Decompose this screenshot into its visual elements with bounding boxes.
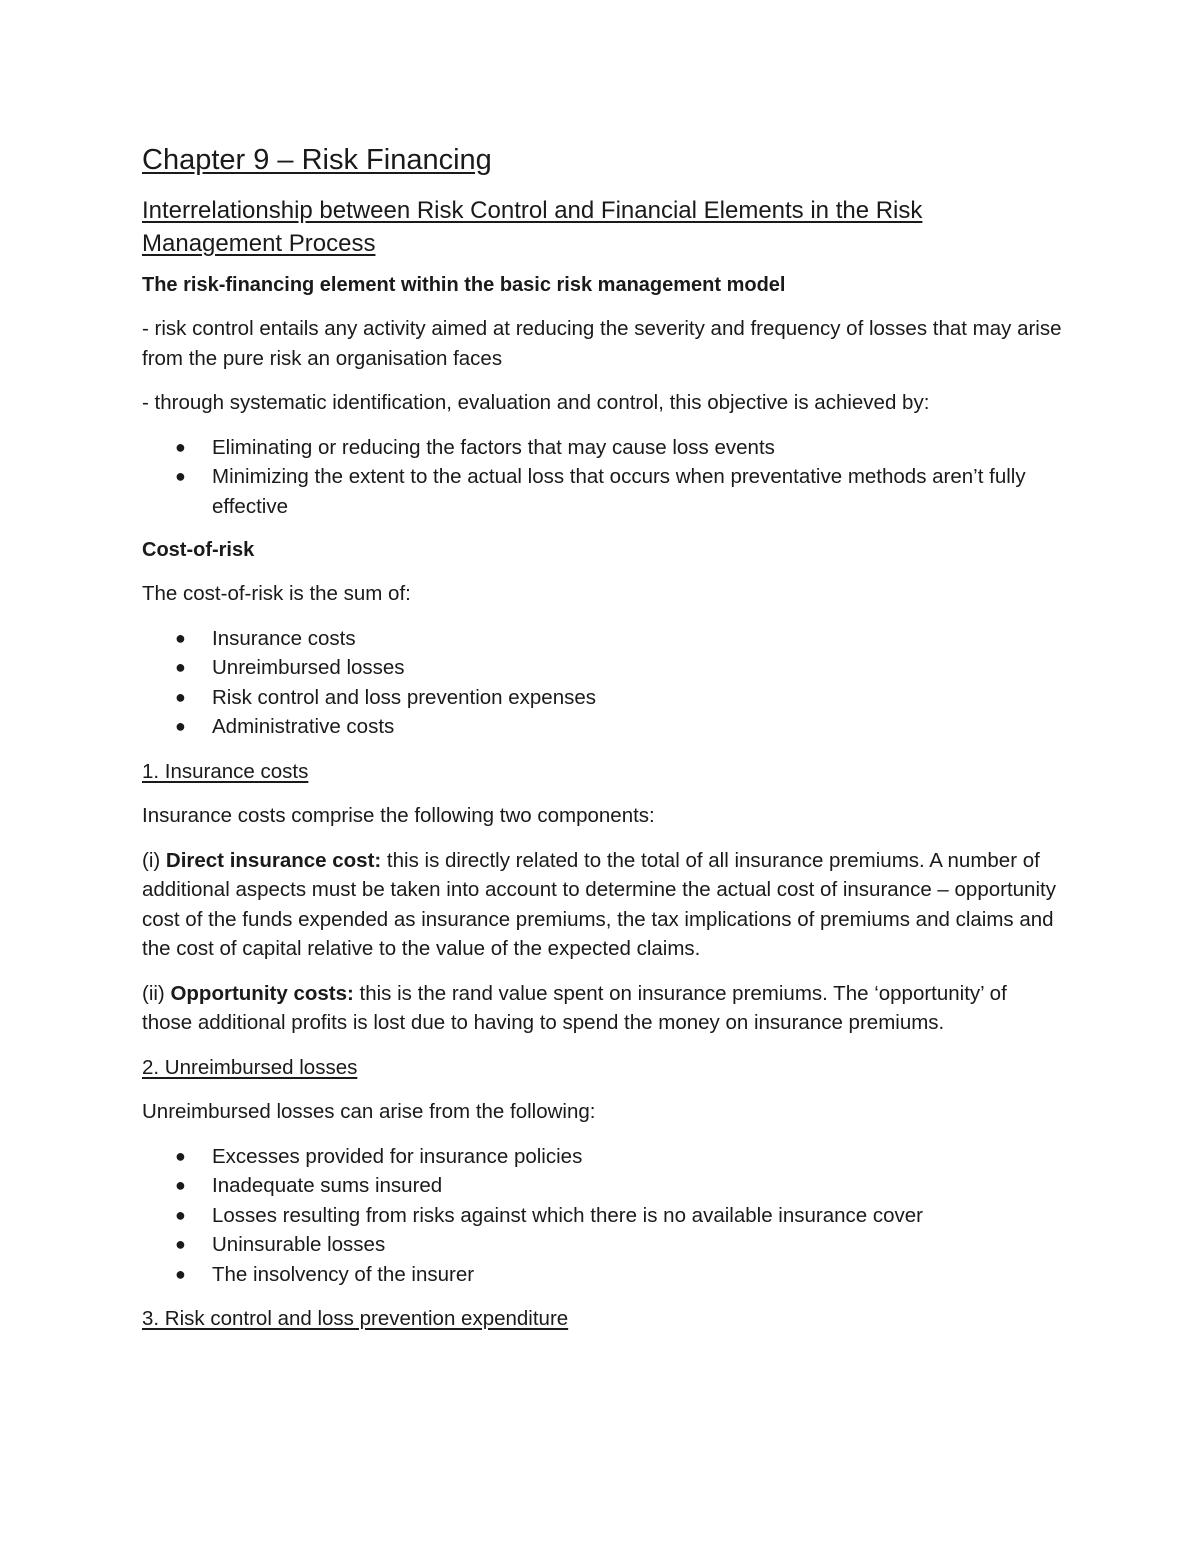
cost-of-risk-list — [142, 624, 1062, 742]
unreimbursed-losses-list — [142, 1142, 1062, 1290]
document-body — [142, 138, 1062, 1349]
bullet-icon: ● — [175, 1175, 186, 1195]
cost-of-risk-intro: The cost-of-risk is the sum of: — [142, 582, 411, 605]
bullet-icon: ● — [175, 686, 186, 707]
cost-of-risk-heading: Cost-of-risk — [142, 539, 255, 561]
unreimbursed-losses-intro: Unreimbursed losses can arise from the following: — [142, 1100, 596, 1123]
risk-control-expenditure-heading: 3. Risk control and loss prevention expenditure — [142, 1307, 569, 1330]
list-item: ● Minimizing the extent to the actual loss that occurs when preventative methods aren’t fully effective — [142, 462, 1062, 521]
bullet-icon: ● — [175, 1145, 186, 1166]
opportunity-costs-label: Opportunity costs: — [170, 981, 354, 1005]
list-item: ● Risk control and loss prevention expenses — [142, 683, 1062, 713]
bullet-icon: ● — [175, 627, 186, 648]
insurance-costs-intro: Insurance costs comprise the following two components: — [142, 804, 655, 827]
direct-insurance-paragraph: (i) Direct insurance cost: this is directly related to the total of all insurance premiums. A number of additional aspects must be taken into account to determine the actual cost of insurance – opportunity cost of the funds expended as insurance premiums, the tax implications of premiums and claims and the cost of capital relative to the value of the expected claims. — [142, 848, 1056, 960]
risk-financing-heading: The risk-financing element within the basic risk management model — [142, 274, 786, 296]
list-item: ● The insolvency of the insurer — [142, 1260, 1062, 1290]
objective-paragraph: - through systematic identification, evaluation and control, this objective is achieved by: — [142, 391, 930, 414]
list-item: ● Unreimbursed losses — [142, 653, 1062, 683]
bullet-icon: ● — [175, 466, 186, 486]
opportunity-costs-paragraph: (ii) Opportunity costs: this is the rand value spent on insurance premiums. The ‘opportunity’ of those additional profits is lost due to having to spend the money on insurance premiums. — [142, 981, 1007, 1034]
bullet-icon: ● — [175, 716, 186, 736]
list-item: ● Inadequate sums insured — [142, 1171, 1062, 1201]
chapter-title: Chapter 9 – Risk Financing — [142, 144, 492, 176]
list-item: ● Administrative costs — [142, 712, 1062, 742]
bullet-icon: ● — [175, 436, 186, 457]
section-subtitle: Interrelationship between Risk Control and Financial Elements in the Risk Management Process — [142, 197, 923, 257]
risk-control-paragraph: - risk control entails any activity aimed at reducing the severity and frequency of losses that may arise from the pure risk an organisation faces — [142, 317, 1062, 370]
insurance-costs-heading: 1. Insurance costs — [142, 759, 309, 783]
list-item: ● Losses resulting from risks against which there is no available insurance cover — [142, 1201, 1062, 1231]
bullet-icon: ● — [175, 1234, 186, 1254]
list-item: ● Eliminating or reducing the factors that may cause loss events — [142, 433, 1062, 463]
list-item: ● Insurance costs — [142, 624, 1062, 654]
bullet-icon: ● — [175, 1204, 186, 1225]
unreimbursed-losses-heading: 2. Unreimbursed losses — [142, 1055, 358, 1079]
list-item: ● Uninsurable losses — [142, 1230, 1062, 1260]
direct-insurance-label: Direct insurance cost: — [165, 848, 382, 872]
objective-list — [142, 433, 1062, 522]
bullet-icon: ● — [175, 657, 186, 677]
list-item: ● Excesses provided for insurance policies — [142, 1142, 1062, 1172]
bullet-icon: ● — [175, 1263, 186, 1284]
